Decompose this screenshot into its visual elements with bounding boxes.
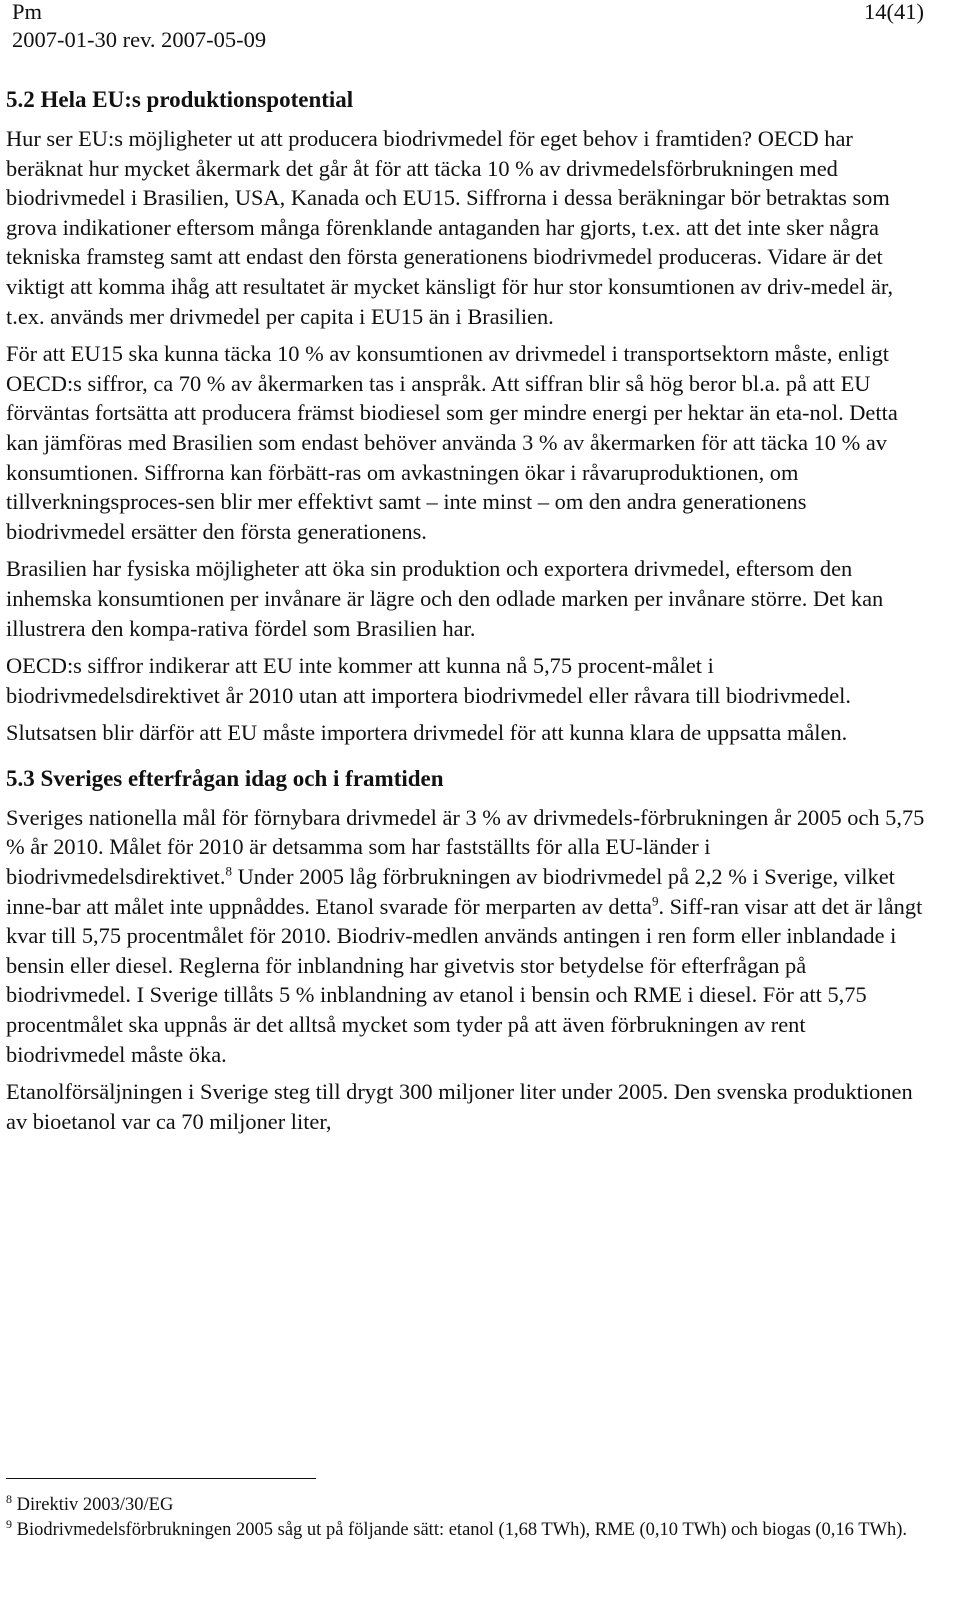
body-text bbox=[6, 85, 930, 1144]
page-header bbox=[6, 0, 942, 58]
paragraph: Slutsatsen blir därför att EU måste importera drivmedel för att kunna klara de uppsatta målen. bbox=[6, 720, 848, 746]
footnote-number: 9 bbox=[6, 1516, 12, 1531]
header-meta bbox=[12, 0, 266, 54]
paragraph-text: Sveriges nationella mål för förnybara drivmedel är 3 % av drivmedels-förbrukningen år 2005 och 5,75 % år 2010. Målet för 2010 är detsamma som har fastställts för alla EU-länder i biodrivmedelsdirektivet. bbox=[6, 804, 925, 890]
paragraph: För att EU15 ska kunna täcka 10 % av konsumtionen av drivmedel i transportsektorn måste, enligt OECD:s siffror, ca 70 % av åkermarken tas i anspråk. Att siffran blir så hög beror bl.a. på att EU förväntas fortsätta att producera främst biodiesel som ger mindre energi per hektar än eta-nol. Detta kan jämföras med Brasilien som endast behöver använda 3 % av åkermarken för att täcka 10 % av konsumtionen. Siffrorna kan förbätt-ras om avkastningen ökar i råvaruproduktionen, om tillverkningsproces-sen blir mer effektivt samt – inte minst – om den andra generationens biodrivmedel ersätter den första generationens. bbox=[6, 341, 898, 544]
footnote-9 bbox=[6, 1518, 930, 1542]
footnote-8 bbox=[6, 1493, 930, 1517]
section-heading-5-3: 5.3 Sveriges efterfrågan idag och i framtiden bbox=[6, 765, 444, 791]
paragraph: Brasilien har fysiska möjligheter att öka sin produktion och exportera drivmedel, eftersom den inhemska konsumtionen per invånare är lägre och den odlade marken per invånare större. Det kan illustrera den kompa-rativa fördel som Brasilien har. bbox=[6, 556, 884, 641]
paragraph: Hur ser EU:s möjligheter ut att producera biodrivmedel för eget behov i framtiden? OECD har beräknat hur mycket åkermark det går åt för att täcka 10 % av drivmedelsförbrukningen med biodrivmedel i Brasilien, USA, Kanada och EU15. Siffrorna i dessa beräkningar bör betraktas som grova indikationer eftersom många förenklande antaganden har gjorts, t.ex. att det inte sker några tekniska framsteg samt att endast den första generationens biodrivmedel produceras. Vidare är det viktigt att komma ihåg att resultatet är mycket känsligt för hur stor konsumtionen av driv-medel är, t.ex. används mer drivmedel per capita i EU15 än i Brasilien. bbox=[6, 126, 894, 329]
paragraph bbox=[6, 803, 930, 1069]
section-heading-5-2: 5.2 Hela EU:s produktionspotential bbox=[6, 87, 354, 112]
paragraph: OECD:s siffror indikerar att EU inte kommer att kunna nå 5,75 procent-målet i biodrivmedelsdirektivet år 2010 utan att importera biodrivmedel eller råvara till biodrivmedel. bbox=[6, 653, 851, 708]
paragraph-text: Under 2005 låg förbrukningen av biodrivmedel på 2,2 % i Sverige, vilket inne-bar att målet inte uppnåddes. Etanol svarade för merparten av detta bbox=[6, 864, 895, 919]
header-doc-type: Pm bbox=[12, 0, 43, 24]
footnote-number: 8 bbox=[6, 1491, 12, 1506]
paragraph: Etanolförsäljningen i Sverige steg till drygt 300 miljoner liter under 2005. Den svenska produktionen av bioetanol var ca 70 miljoner liter, bbox=[6, 1079, 913, 1134]
header-date: 2007-01-30 rev. 2007-05-09 bbox=[12, 27, 267, 52]
footnote-text: Direktiv 2003/30/EG bbox=[12, 1495, 174, 1515]
paragraph-text: . Siff-ran visar att det är långt kvar till 5,75 procentmålet för 2010. Biodriv-medlen används antingen i ren form eller inblandade i bensin eller diesel. Reglerna för inblandning har givetvis stor betydelse för efterfrågan på biodrivmedel. I Sverige tillåts 5 % inblandning av etanol i bensin och RME i diesel. För att 5,75 procentmålet ska uppnås är det alltså mycket som tyder på att även förbrukningen av rent biodrivmedel måste öka. bbox=[6, 893, 923, 1067]
footnotes bbox=[6, 1478, 930, 1543]
footnote-divider bbox=[6, 1478, 316, 1479]
footnote-text: Biodrivmedelsförbrukningen 2005 såg ut på följande sätt: etanol (1,68 TWh), RME (0,10 TWh) och biogas (0,16 TWh). bbox=[12, 1520, 908, 1540]
page-number: 14(41) bbox=[864, 0, 924, 24]
footnote-ref-9[interactable]: 9 bbox=[651, 893, 659, 909]
footnote-ref-8[interactable]: 8 bbox=[225, 863, 233, 879]
